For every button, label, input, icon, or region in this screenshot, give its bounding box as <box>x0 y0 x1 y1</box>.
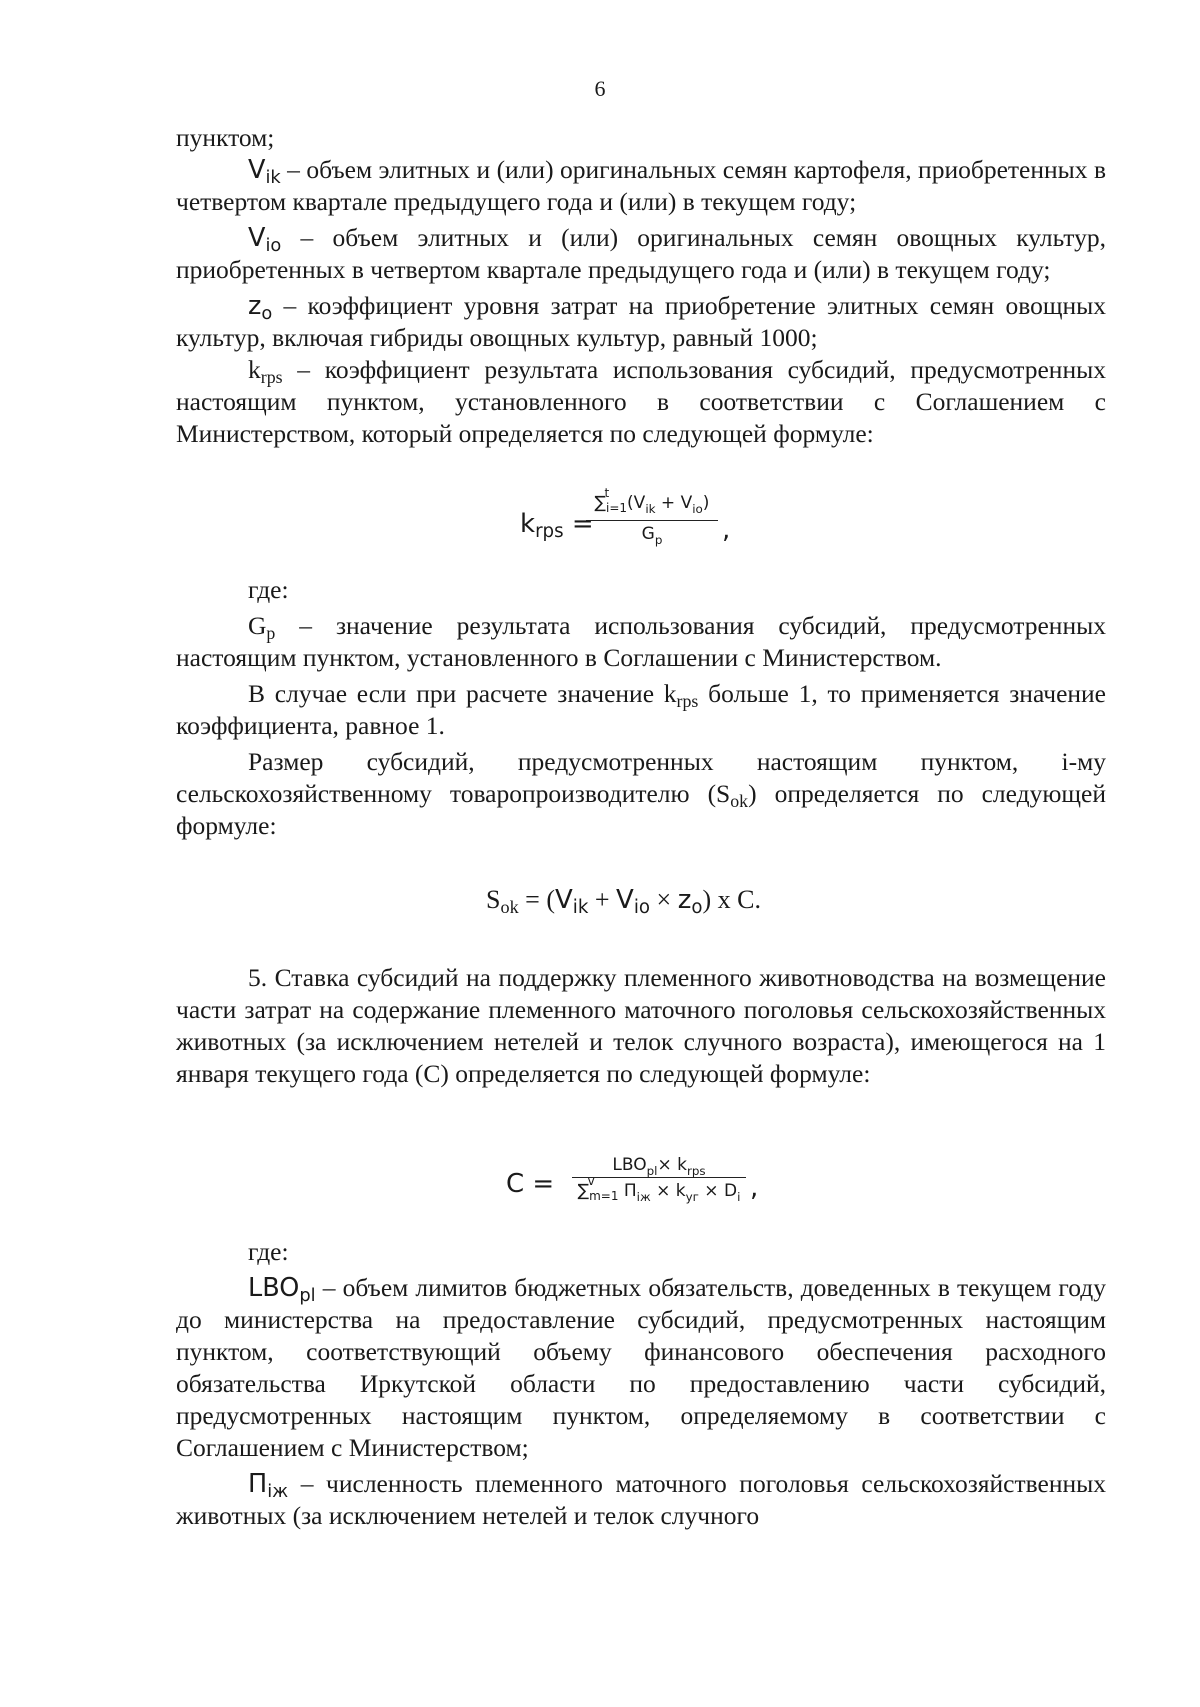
paragraph-subsidy-size: Размер субсидий, предусмотренных настоящим пунктом, i-му сельскохозяйственному товаропроизводителю $(S_{ok})$ определяется по следующей формуле: <box>176 747 1107 840</box>
formula-c-fraction <box>572 1154 746 1207</box>
document-body <box>176 122 1106 1532</box>
definition-lbo: $LBO_{pl}$ – объем лимитов бюджетных обязательств, доведенных в текущем году до министерства на предоставление субсидий, предусмотренных настоящим пунктом, соответствующий объему финансового обеспечения расходного обязательства Иркутской области по предоставлению части субсидий, предусмотренных настоящим пунктом, определяемому в соответствии с Соглашением с Министерством; <box>176 1273 1106 1462</box>
formula-krps <box>176 480 1106 574</box>
formula-c-fraction-bar <box>572 1177 746 1178</box>
formula-krps-comma: , <box>722 515 731 545</box>
paragraph-continuation: пунктом; <box>176 123 275 152</box>
formula-krps-fraction-bar <box>586 520 718 521</box>
where-label-2: где: <box>248 1237 289 1266</box>
definition-gp: $G_p$ – значение результата использования субсидий, предусмотренных настоящим пунктом, установленного в Соглашении с Министерством. <box>176 611 1106 672</box>
formula-sok <box>176 872 1106 932</box>
formula-c-lhs: C = <box>506 1169 555 1199</box>
formula-krps-fraction <box>586 486 718 547</box>
formula-sok-expression: $S_{ok} = (V_{ik} + V_{io} \times z_o)$ x C. <box>486 885 761 918</box>
formula-c-denominator: ∑ v $_{m=1}$ $П_{iж} \times k_{уг} \times D_i$ <box>577 1174 741 1204</box>
definition-zo: $z_o$ – коэффициент уровня затрат на приобретение элитных семян овощных культур, включая гибриды овощных культур, равный 1000; <box>176 291 1106 352</box>
formula-c <box>176 1140 1106 1236</box>
page-number: 6 <box>594 76 606 101</box>
formula-c-numerator: $LBO_{pl}\times k_{rps}$ <box>612 1155 706 1178</box>
formula-krps-denominator: $G_p$ <box>641 524 663 547</box>
formula-krps-lhs: $k_{rps}$ = <box>520 509 594 542</box>
formula-c-comma: , <box>750 1173 759 1203</box>
definition-pizh: $П_{iж}$ – численность племенного маточного поголовья сельскохозяйственных животных (за исключением нетелей и телок случного <box>176 1469 1106 1530</box>
where-label-1: где: <box>248 575 289 604</box>
definition-vik: $V_{ik}$ – объем элитных и (или) оригинальных семян картофеля, приобретенных в четвертом квартале предыдущего года и (или) в текущем году; <box>176 155 1106 216</box>
definition-krps: $k_{rps}$ – коэффициент результата использования субсидий, предусмотренных настоящим пунктом, установленного в соответствии с Соглашением с Министерством, который определяется по следующей формуле: <box>176 355 1106 448</box>
definition-vio: $V_{io}$ – объем элитных и (или) оригинальных семян овощных культур, приобретенных в четвертом квартале предыдущего года и (или) в текущем году; <box>176 223 1106 284</box>
formula-krps-numerator: ∑ t $_{i=1}(V_{ik} + V_{io})$ <box>594 486 710 516</box>
paragraph-section-5: 5. Ставка субсидий на поддержку племенного животноводства на возмещение части затрат на содержание племенного маточного поголовья сельскохозяйственных животных (за исключением нетелей и телок случного возраста), имеющегося на 1 января текущего года (С) определяется по следующей формуле: <box>176 963 1106 1088</box>
paragraph-krps-limit: В случае если при расчете значение $k_{rps}$ больше 1, то применяется значение коэффициента, равное 1. <box>176 679 1107 740</box>
